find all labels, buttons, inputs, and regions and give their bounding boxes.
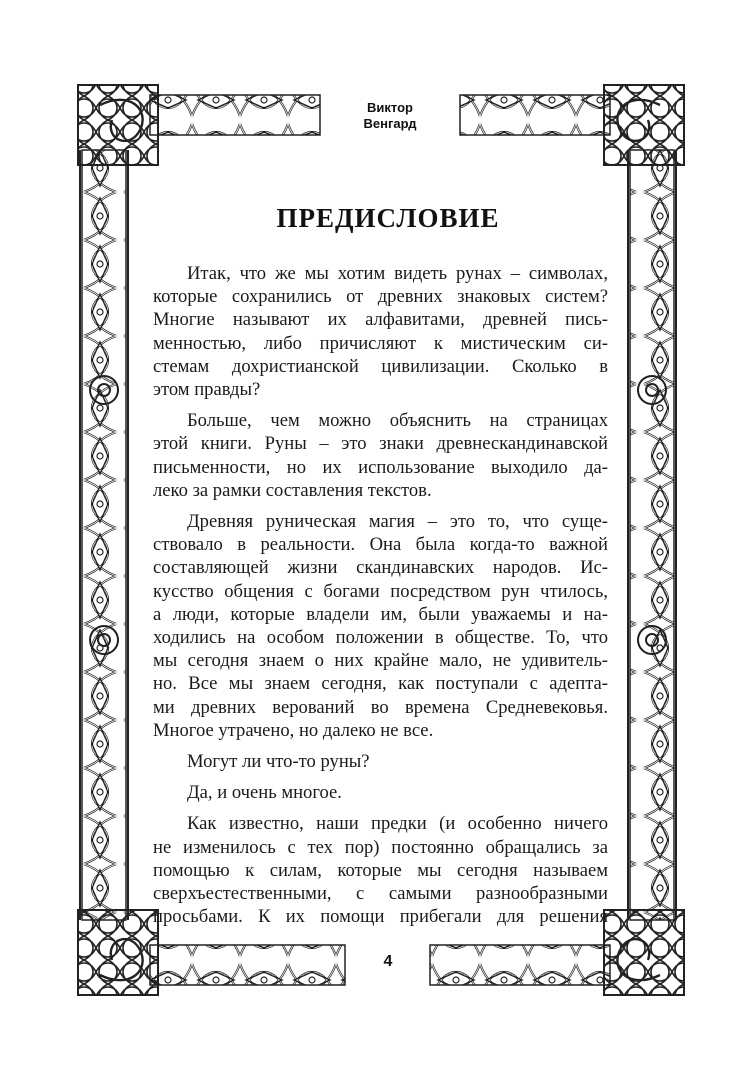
author-last-name: Венгард [363, 116, 417, 131]
text-line: письменности, но их использование выходило да- [153, 456, 608, 478]
text-line: мы сегодня знаем о них крайне мало, не удивитель- [153, 650, 608, 672]
text-line: ми древних верований во времена Средневековья. [153, 696, 608, 718]
text-line: помощью к силам, которые мы сегодня называем [153, 859, 608, 881]
text-line: стемам дохристианской цивилизации. Сколько в [153, 355, 608, 377]
text-line: кусство общения с богами посредством рун чтилось, [153, 580, 608, 602]
text-line: Древняя руническая магия – это то, что суще- [187, 511, 608, 533]
author-first-name: Виктор [367, 100, 413, 115]
text-line: просьбами. К их помощи прибегали для решения [153, 906, 608, 928]
paragraph-3 [153, 510, 608, 742]
text-line: не изменилось с тех пор) постоянно обращались за [153, 836, 608, 858]
body-text [153, 262, 608, 936]
page-title: ПРЕДИСЛОВИЕ [276, 203, 500, 233]
paragraph-5 [153, 781, 608, 804]
text-line: Итак, что же мы хотим видеть рунах – символах, [187, 263, 608, 284]
paragraph-2 [153, 409, 608, 502]
text-line: а люди, которые владели им, были уважаемы и на- [153, 603, 608, 625]
text-line: этом правды? [153, 379, 261, 401]
paragraph-1 [153, 262, 608, 401]
text-line: Да, и очень многое. [187, 782, 342, 804]
text-line: ходились на особом положении в обществе. То, что [153, 627, 608, 649]
text-line: леко за рамки составления текстов. [153, 479, 432, 501]
text-line: этой книги. Руны – это знаки древнескандинавской [153, 433, 608, 455]
text-line: Многое утрачено, но далеко не все. [153, 719, 434, 741]
paragraph-6 [153, 812, 608, 928]
text-line: ствовало в реальности. Она была когда-то важной [153, 534, 608, 556]
text-line: составляющей жизни скандинавских народов. Ис- [153, 557, 608, 579]
text-line: Как известно, наши предки (и особенно ничего [187, 813, 608, 835]
text-line: но. Все мы знаем сегодня, как поступали с адепта- [153, 673, 608, 695]
text-line: Могут ли что-то руны? [187, 751, 370, 773]
text-line: Больше, чем можно объяснить на страницах [187, 410, 608, 432]
text-line: менностью, либо причисляют к мистическим си- [153, 332, 608, 354]
paragraph-4 [153, 750, 608, 773]
text-line: сверхъестественными, с самыми разнообразными [153, 883, 608, 905]
text-line: которые сохранились от древних знаковых систем? [153, 286, 608, 308]
page-number: 4 [383, 953, 393, 970]
author-name [330, 100, 450, 132]
text-line: Многие называют их алфавитами, древней пись- [153, 309, 608, 331]
